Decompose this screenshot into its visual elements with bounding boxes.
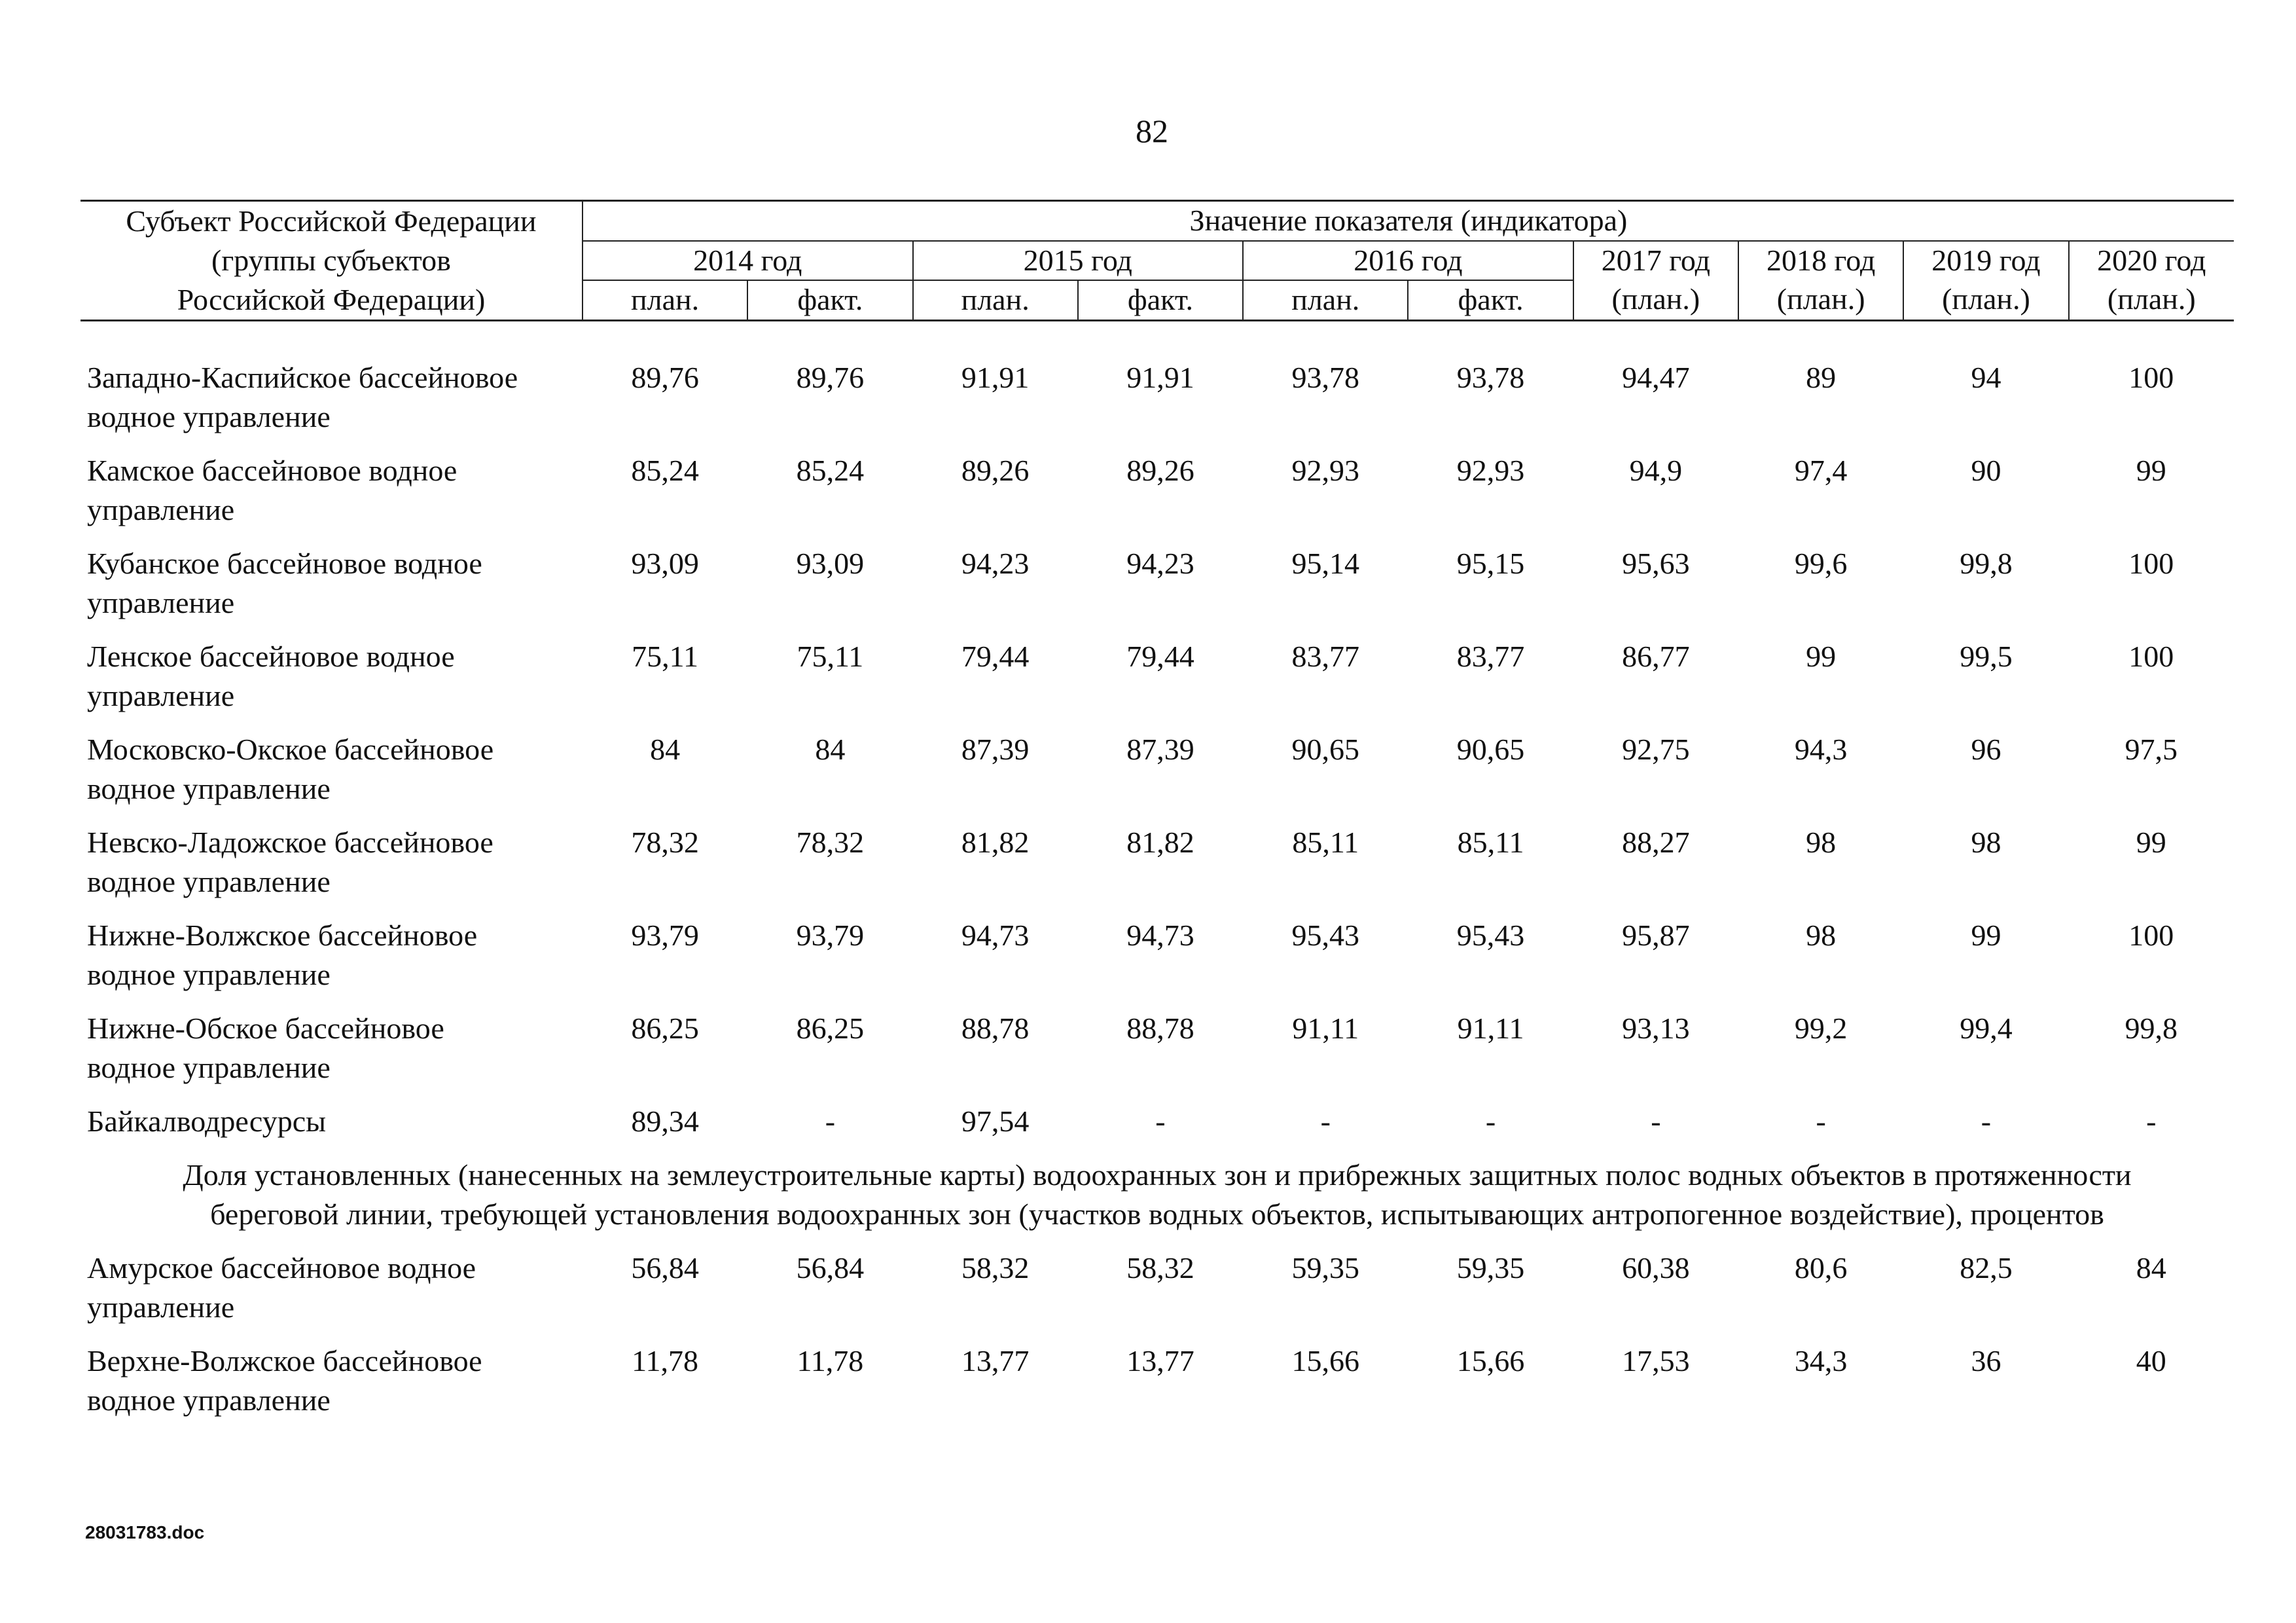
row-value-cell: 93,78: [1291, 361, 1359, 394]
row-subject-name: [81, 637, 583, 730]
row-value-cell: 99: [2136, 826, 2166, 859]
header-plan-2015: план.: [913, 280, 1078, 320]
row-subject-name: [81, 730, 583, 823]
header-fact-2016: факт.: [1408, 280, 1573, 320]
row-value-cell: 100: [2128, 640, 2174, 673]
table-body: [81, 321, 2234, 1435]
row-value-cell: 99,4: [1960, 1012, 2013, 1045]
row-value-cell: 88,78: [961, 1012, 1030, 1045]
row-value-cell: 94,23: [1126, 547, 1194, 580]
row-value-cell: 92,93: [1291, 454, 1359, 487]
header-fact-2014: факт.: [747, 280, 912, 320]
row-value-cell: 94,47: [1622, 361, 1690, 394]
row-value-cell: 85,24: [796, 454, 865, 487]
row-value-cell: 93,78: [1456, 361, 1525, 394]
row-value-cell: 89,26: [1126, 454, 1194, 487]
row-subject-line2: водное управление: [87, 1383, 331, 1417]
header-plan-2016: план.: [1243, 280, 1408, 320]
table-row: [81, 730, 2234, 823]
table-row: [81, 1249, 2234, 1341]
row-subject-line2: водное управление: [87, 1051, 331, 1084]
row-value-cell: 58,32: [1126, 1251, 1194, 1285]
header-subject: [81, 201, 583, 321]
row-subject-line1: Ленское бассейновое водное: [87, 640, 455, 673]
row-value-cell: 17,53: [1622, 1344, 1690, 1377]
row-value-cell: 100: [2128, 919, 2174, 952]
table-row: [81, 916, 2234, 1009]
row-subject-name: [81, 1249, 583, 1341]
row-value-cell: 91,11: [1457, 1012, 1524, 1045]
row-value-cell: 81,82: [961, 826, 1030, 859]
row-subject-name: [81, 823, 583, 916]
header-plan-2017: (план.): [1573, 280, 1738, 320]
row-subject-line2: управление: [87, 679, 235, 712]
row-value-cell: 94,9: [1629, 454, 1683, 487]
header-subject-line3: Российской Федерации): [177, 283, 486, 316]
row-value-cell: 99,5: [1960, 640, 2013, 673]
row-value-cell: 56,84: [631, 1251, 699, 1285]
row-value-cell: -: [1320, 1104, 1331, 1138]
row-value-cell: 78,32: [631, 826, 699, 859]
row-value-cell: 99: [1806, 640, 1837, 673]
row-value-cell: 91,91: [961, 361, 1030, 394]
row-subject-line1: Верхне-Волжское бассейновое: [87, 1344, 482, 1377]
header-year-2018: 2018 год: [1738, 241, 1903, 281]
row-value-cell: 60,38: [1622, 1251, 1690, 1285]
row-value-cell: 86,77: [1622, 640, 1690, 673]
header-year-2020: 2020 год: [2069, 241, 2234, 281]
row-value-cell: 99: [1971, 919, 2001, 952]
row-value-cell: 13,77: [1126, 1344, 1194, 1377]
row-value-cell: 90,65: [1291, 733, 1359, 766]
header-plan-2020: (план.): [2069, 280, 2234, 320]
row-subject-name: [81, 1009, 583, 1102]
row-value-cell: 99,2: [1794, 1012, 1848, 1045]
row-value-cell: 79,44: [961, 640, 1030, 673]
row-value-cell: 95,15: [1456, 547, 1525, 580]
page-number: 82: [1136, 113, 1168, 149]
row-value-cell: 97,5: [2125, 733, 2178, 766]
row-subject-line2: водное управление: [87, 865, 331, 898]
row-subject-line1: Камское бассейновое водное: [87, 454, 457, 487]
row-value-cell: 95,87: [1622, 919, 1690, 952]
row-value-cell: 88,27: [1622, 826, 1690, 859]
row-value-cell: 56,84: [796, 1251, 865, 1285]
row-value-cell: 58,32: [961, 1251, 1030, 1285]
row-value-cell: 85,11: [1292, 826, 1359, 859]
row-value-cell: 92,93: [1456, 454, 1525, 487]
row-value-cell: 83,77: [1291, 640, 1359, 673]
row-value-cell: 95,43: [1291, 919, 1359, 952]
row-value-cell: 99,6: [1794, 547, 1848, 580]
row-value-cell: 89: [1806, 361, 1837, 394]
header-year-2017: 2017 год: [1573, 241, 1738, 281]
row-value-cell: 93,79: [796, 919, 865, 952]
row-value-cell: 94,23: [961, 547, 1030, 580]
row-value-cell: 75,11: [797, 640, 864, 673]
header-plan-2018: (план.): [1738, 280, 1903, 320]
row-value-cell: 75,11: [632, 640, 698, 673]
header-year-2016: 2016 год: [1243, 241, 1573, 281]
row-value-cell: 93,13: [1622, 1012, 1690, 1045]
row-value-cell: 96: [1971, 733, 2001, 766]
row-value-cell: 93,79: [631, 919, 699, 952]
row-subject-line1: Кубанское бассейновое водное: [87, 547, 482, 580]
row-value-cell: 13,77: [961, 1344, 1030, 1377]
section-title-line1: Доля установленных (нанесенных на землеустроительные карты) водоохранных зон и прибрежных защитных полос водных объектов в протяженности: [183, 1158, 2132, 1192]
row-value-cell: 91,91: [1126, 361, 1194, 394]
row-subject-line1: Западно-Каспийское бассейновое: [87, 361, 518, 394]
row-value-cell: 90: [1971, 454, 2001, 487]
row-value-cell: 99,8: [1960, 547, 2013, 580]
row-value-cell: 81,82: [1126, 826, 1194, 859]
row-value-cell: 97,4: [1794, 454, 1848, 487]
row-value-cell: 36: [1971, 1344, 2001, 1377]
row-subject-line1: Байкалводресурсы: [87, 1104, 327, 1138]
row-value-cell: 89,76: [631, 361, 699, 394]
row-value-cell: -: [1651, 1104, 1661, 1138]
footer-doc-filename: 28031783.doc: [85, 1522, 205, 1542]
row-value-cell: 99: [2136, 454, 2166, 487]
row-value-cell: -: [825, 1104, 836, 1138]
row-value-cell: 88,78: [1126, 1012, 1194, 1045]
row-subject-name: [81, 451, 583, 544]
row-value-cell: 89,26: [961, 454, 1030, 487]
row-value-cell: 87,39: [1126, 733, 1194, 766]
section-title-line2: береговой линии, требующей установления водоохранных зон (участков водных объектов, испытывающих антропогенное воздействие), процентов: [210, 1197, 2104, 1231]
row-subject-line1: Московско-Окское бассейновое: [87, 733, 494, 766]
row-subject-line2: водное управление: [87, 958, 331, 991]
row-value-cell: 15,66: [1291, 1344, 1359, 1377]
table-row: [81, 544, 2234, 637]
table-row: [81, 823, 2234, 916]
row-value-cell: 94: [1971, 361, 2001, 394]
row-value-cell: 84: [2136, 1251, 2166, 1285]
row-value-cell: 86,25: [631, 1012, 699, 1045]
table-row: [81, 451, 2234, 544]
row-value-cell: 34,3: [1794, 1344, 1848, 1377]
row-subject-line1: Невско-Ладожское бассейновое: [87, 826, 493, 859]
row-subject-line1: Амурское бассейновое водное: [87, 1251, 476, 1285]
row-subject-line1: Нижне-Волжское бассейновое: [87, 919, 478, 952]
table-row: [81, 358, 2234, 451]
row-value-cell: 95,63: [1622, 547, 1690, 580]
row-value-cell: 93,09: [631, 547, 699, 580]
row-value-cell: 89,76: [796, 361, 865, 394]
header-subject-line1: Субъект Российской Федерации: [126, 204, 537, 238]
row-value-cell: 80,6: [1794, 1251, 1848, 1285]
row-value-cell: 84: [650, 733, 681, 766]
row-value-cell: 85,11: [1457, 826, 1524, 859]
row-subject-line2: водное управление: [87, 400, 331, 433]
row-value-cell: 85,24: [631, 454, 699, 487]
row-subject-line2: управление: [87, 586, 235, 619]
row-value-cell: 98: [1971, 826, 2001, 859]
row-value-cell: -: [2146, 1104, 2157, 1138]
row-subject-name: [81, 916, 583, 1009]
table-row: [81, 1009, 2234, 1102]
table-row: [81, 637, 2234, 730]
table-header: [81, 201, 2234, 321]
row-value-cell: 93,09: [796, 547, 865, 580]
row-value-cell: 91,11: [1292, 1012, 1359, 1045]
row-value-cell: 15,66: [1456, 1344, 1525, 1377]
row-value-cell: 40: [2136, 1344, 2166, 1377]
row-value-cell: 98: [1806, 919, 1837, 952]
row-value-cell: 94,3: [1794, 733, 1848, 766]
row-value-cell: -: [1485, 1104, 1496, 1138]
row-value-cell: -: [1816, 1104, 1826, 1138]
section-title: [81, 1156, 2234, 1249]
header-plan-2014: план.: [583, 280, 747, 320]
table-row: [81, 1341, 2234, 1434]
header-spacer: [81, 321, 2234, 359]
header-year-2015: 2015 год: [913, 241, 1244, 281]
row-subject-name: [81, 358, 583, 451]
row-value-cell: 89,34: [631, 1104, 699, 1138]
row-subject-name: [81, 544, 583, 637]
row-value-cell: 59,35: [1456, 1251, 1525, 1285]
row-value-cell: 95,43: [1456, 919, 1525, 952]
row-subject-name: [81, 1102, 583, 1156]
row-value-cell: 94,73: [1126, 919, 1194, 952]
row-subject-name: [81, 1341, 583, 1434]
row-value-cell: 90,65: [1456, 733, 1525, 766]
header-subject-line2: (группы субъектов: [211, 244, 451, 277]
indicator-table: [81, 200, 2234, 1434]
row-value-cell: 84: [815, 733, 846, 766]
row-value-cell: 97,54: [961, 1104, 1030, 1138]
row-value-cell: 11,78: [632, 1344, 698, 1377]
row-value-cell: 86,25: [796, 1012, 865, 1045]
row-value-cell: 78,32: [796, 826, 865, 859]
row-value-cell: 82,5: [1960, 1251, 2013, 1285]
row-value-cell: 100: [2128, 361, 2174, 394]
table-row: [81, 1102, 2234, 1156]
header-year-2019: 2019 год: [1903, 241, 2068, 281]
header-year-2014: 2014 год: [583, 241, 913, 281]
header-indicator-title: Значение показателя (индикатора): [583, 201, 2234, 241]
row-value-cell: 98: [1806, 826, 1837, 859]
section-title-row: [81, 1156, 2234, 1249]
row-value-cell: 95,14: [1291, 547, 1359, 580]
row-value-cell: 59,35: [1291, 1251, 1359, 1285]
row-value-cell: -: [1155, 1104, 1166, 1138]
row-value-cell: 100: [2128, 547, 2174, 580]
row-value-cell: 83,77: [1456, 640, 1525, 673]
row-subject-line1: Нижне-Обское бассейновое: [87, 1012, 444, 1045]
row-value-cell: 87,39: [961, 733, 1030, 766]
row-value-cell: 99,8: [2125, 1012, 2178, 1045]
row-value-cell: 11,78: [797, 1344, 864, 1377]
row-subject-line2: управление: [87, 493, 235, 526]
row-subject-line2: водное управление: [87, 772, 331, 805]
row-subject-line2: управление: [87, 1290, 235, 1324]
row-value-cell: -: [1981, 1104, 1992, 1138]
row-value-cell: 79,44: [1126, 640, 1194, 673]
row-value-cell: 94,73: [961, 919, 1030, 952]
row-value-cell: 92,75: [1622, 733, 1690, 766]
header-fact-2015: факт.: [1078, 280, 1243, 320]
header-plan-2019: (план.): [1903, 280, 2068, 320]
